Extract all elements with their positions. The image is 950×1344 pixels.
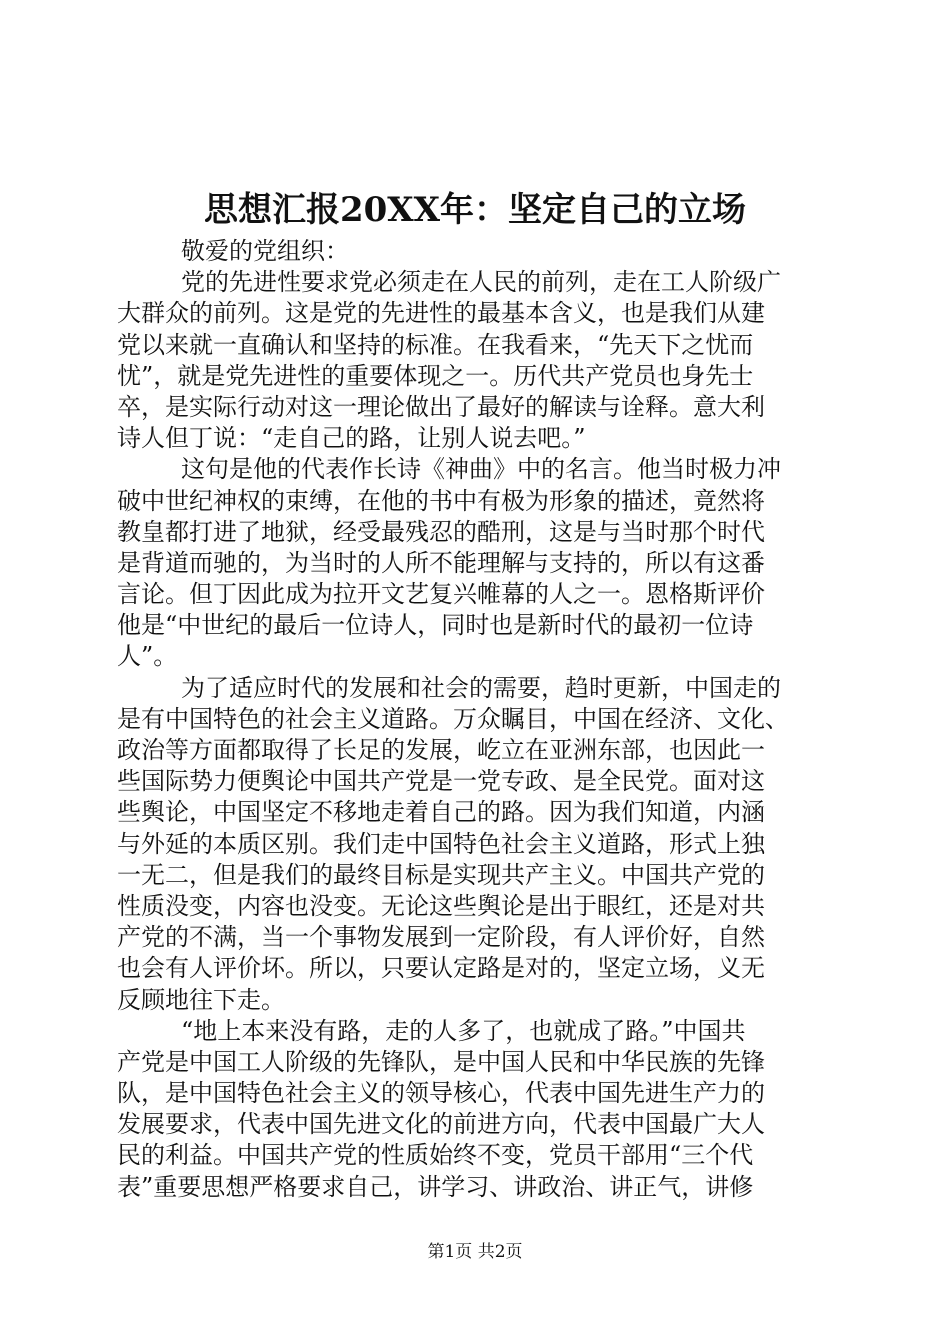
document-body	[117, 236, 837, 1203]
text-line: 政治等方面都取得了长足的发展，屹立在亚洲东部，也因此一	[117, 736, 765, 764]
page-footer: 第1页 共2页	[427, 1242, 523, 1262]
text-line: 是背道而驰的，为当时的人所不能理解与支持的，所以有这番	[117, 548, 765, 577]
text-line: 诗人但丁说：“走自己的路，让别人说去吧。”	[117, 424, 586, 453]
text-line: 与外延的本质区别。我们走中国特色社会主义道路，形式上独	[117, 829, 765, 858]
text-line: 产党的不满，当一个事物发展到一定阶段，有人评价好，自然	[117, 923, 765, 952]
text-line: 卒，是实际行动对这一理论做出了最好的解读与诠释。意大利	[117, 392, 765, 421]
text-line: 也会有人评价坏。所以，只要认定路是对的，坚定立场，义无	[117, 954, 765, 983]
text-line: 他是“中世纪的最后一位诗人，同时也是新时代的最初一位诗	[117, 611, 754, 640]
document-title: 思想汇报20XX年：坚定自己的立场	[203, 190, 747, 230]
text-line: 是有中国特色的社会主义道路。万众瞩目，中国在经济、文化、	[117, 704, 789, 733]
text-line: 发展要求，代表中国先进文化的前进方向，代表中国最广大人	[117, 1110, 765, 1139]
text-line: 反顾地往下走。	[117, 985, 285, 1014]
text-line: 言论。但丁因此成为拉开文艺复兴帷幕的人之一。恩格斯评价	[117, 580, 765, 609]
text-line: 一无二，但是我们的最终目标是实现共产主义。中国共产党的	[117, 860, 765, 889]
text-line: 敬爱的党组织：	[181, 237, 349, 265]
text-line: 为了适应时代的发展和社会的需要，趋时更新，中国走的	[181, 673, 781, 702]
text-line: 队，是中国特色社会主义的领导核心，代表中国先进生产力的	[117, 1079, 765, 1108]
text-line: 性质没变，内容也没变。无论这些舆论是出于眼红，还是对共	[117, 891, 765, 920]
text-line: 教皇都打进了地狱，经受最残忍的酷刑，这是与当时那个时代	[117, 517, 765, 546]
text-line: 这句是他的代表作长诗《神曲》中的名言。他当时极力冲	[181, 455, 781, 484]
text-line: 党的先进性要求党必须走在人民的前列，走在工人阶级广	[181, 268, 781, 297]
text-line: 表”重要思想严格要求自己，讲学习、讲政治、讲正气，讲修	[117, 1172, 754, 1201]
text-line: 破中世纪神权的束缚，在他的书中有极为形象的描述，竟然将	[117, 486, 765, 515]
text-line: 忧”，就是党先进性的重要体现之一。历代共产党员也身先士	[117, 361, 754, 390]
text-line: 民的利益。中国共产党的性质始终不变，党员干部用“三个代	[117, 1141, 754, 1170]
text-line: “地上本来没有路，走的人多了，也就成了路。”中国共	[181, 1016, 746, 1045]
text-line: 些舆论，中国坚定不移地走着自己的路。因为我们知道，内涵	[117, 798, 765, 827]
text-line: 党以来就一直确认和坚持的标准。在我看来，“先天下之忧而	[117, 330, 754, 359]
text-line: 产党是中国工人阶级的先锋队，是中国人民和中华民族的先锋	[117, 1047, 765, 1076]
text-line: 人”。	[117, 642, 178, 671]
text-line: 些国际势力便舆论中国共产党是一党专政、是全民党。面对这	[117, 767, 765, 796]
text-line: 大群众的前列。这是党的先进性的最基本含义，也是我们从建	[117, 299, 765, 328]
